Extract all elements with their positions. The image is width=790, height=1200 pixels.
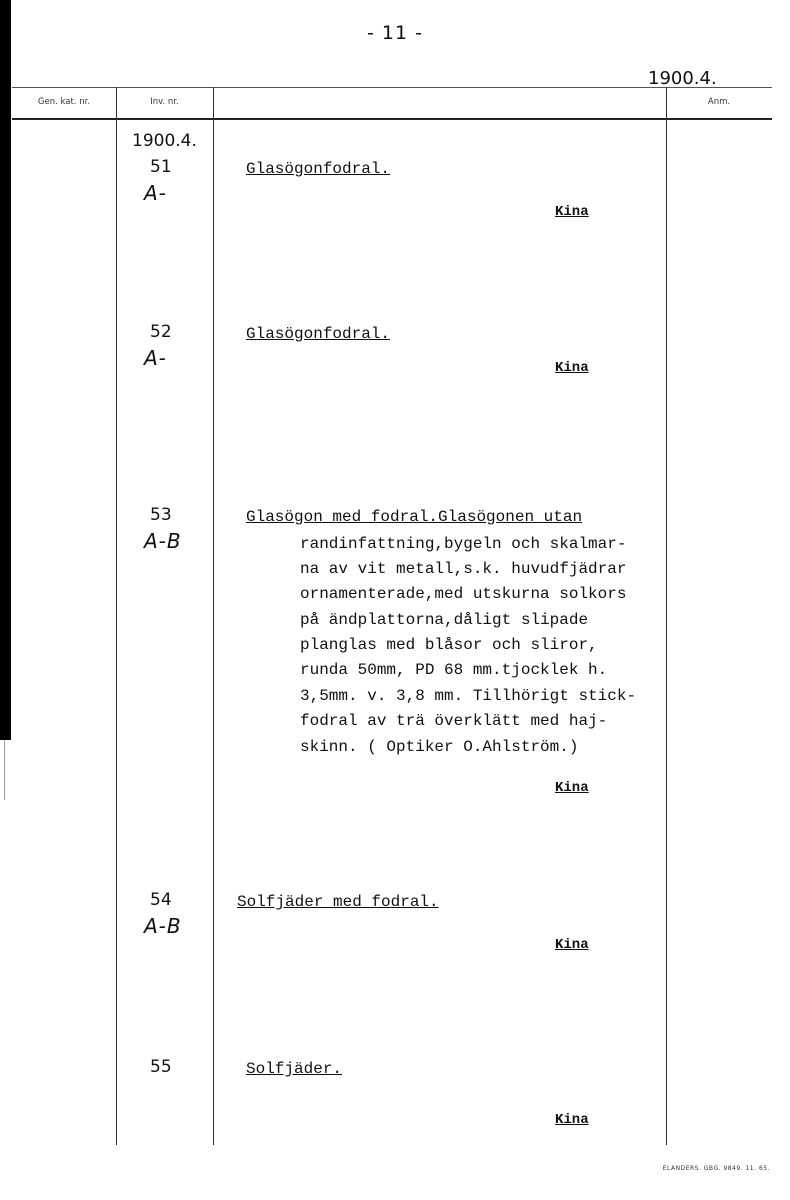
description-line: runda 50mm, PD 68 mm.tjocklek h. <box>300 661 608 679</box>
description-line: 3,5mm. v. 3,8 mm. Tillhörigt stick- <box>300 687 637 705</box>
entry-title-text: Glasögon med fodral. <box>246 508 439 526</box>
column-divider-anm <box>666 87 667 1145</box>
column-divider-gen <box>116 87 117 1145</box>
entry-title: Solfjäder. <box>246 1060 343 1078</box>
entry-title: Glasögonfodral. <box>246 160 391 178</box>
description-line: randinfattning,bygeln och skalmar- <box>300 535 627 553</box>
entry-title: Solfjäder med fodral. <box>237 893 439 911</box>
inv-number: 54 <box>150 890 172 910</box>
description-line: na av vit metall,s.k. huvudfjädrar <box>300 560 627 578</box>
entry-origin: Kina <box>555 937 589 953</box>
binding-edge-tail <box>4 740 5 800</box>
inv-mark: A-B <box>144 914 182 938</box>
inv-number: 53 <box>150 505 172 525</box>
inv-mark: A- <box>144 181 167 205</box>
inv-mark: A-B <box>144 529 182 553</box>
inv-mark: A- <box>144 346 167 370</box>
page-number: - 11 - <box>367 22 423 44</box>
column-header-anm: Anm. <box>707 97 731 107</box>
header-rule-top <box>12 87 772 88</box>
description-line: ornamenterade,med utskurna solkors <box>300 585 627 603</box>
column-divider-inv <box>213 87 214 1145</box>
year-cell: 1900.4. <box>132 131 197 151</box>
entry-origin: Kina <box>555 360 589 376</box>
entry-origin: Kina <box>555 1112 589 1128</box>
inv-number: 52 <box>150 322 172 342</box>
entry-title: Glasögonfodral. <box>246 325 391 343</box>
description-line: skinn. ( Optiker O.Ahlström.) <box>300 738 579 756</box>
entry-title <box>246 508 582 526</box>
inv-number: 55 <box>150 1057 172 1077</box>
header-year: 1900.4. <box>648 68 717 89</box>
description-line: på ändplattorna,dåligt slipade <box>300 611 589 629</box>
column-header-inv: Inv. nr. <box>150 97 179 107</box>
description-line: fodral av trä överklätt med haj- <box>300 712 608 730</box>
binding-edge <box>0 0 11 740</box>
printer-imprint: ELANDERS. GBG. 9849. 11. 65. <box>662 1165 770 1172</box>
entry-description-start: Glasögonen utan <box>438 508 583 526</box>
inv-number: 51 <box>150 157 172 177</box>
entry-origin: Kina <box>555 780 589 796</box>
header-rule-bottom <box>12 118 772 120</box>
description-line: planglas med blåsor och sliror, <box>300 636 598 654</box>
column-header-gen-kat: Gen. kat. nr. <box>37 97 91 107</box>
entry-origin: Kina <box>555 204 589 220</box>
